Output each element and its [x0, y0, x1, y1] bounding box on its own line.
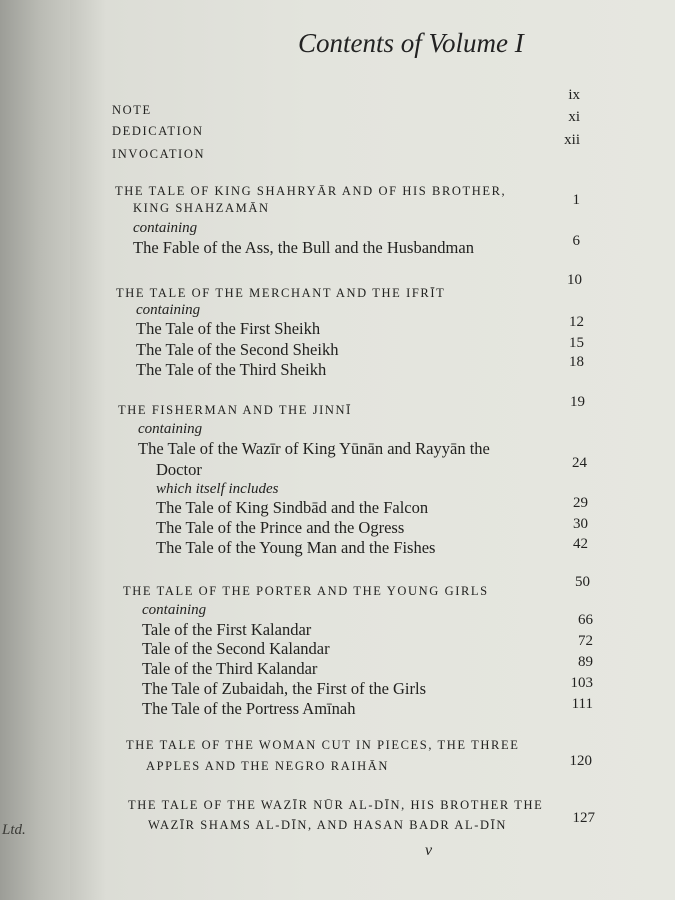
toc-subitem-label: The Tale of King Sindbād and the Falcon: [156, 498, 429, 517]
contents-page: [70, 0, 675, 900]
toc-section-page: 19: [570, 394, 585, 410]
toc-containing-label: containing: [138, 421, 203, 437]
left-page-edge: [0, 0, 70, 900]
toc-item-label: The Tale of the Third Sheikh: [136, 360, 327, 379]
toc-section-heading-cont: WAZĪR SHAMS AL-DĪN, AND HASAN BADR AL-DĪN: [148, 818, 508, 832]
toc-front-dedication-page: xi: [568, 109, 580, 125]
toc-item-label: The Tale of the Second Sheikh: [136, 340, 339, 359]
toc-subitem-label: The Tale of the Prince and the Ogress: [156, 518, 405, 537]
toc-item-page: 89: [578, 654, 593, 670]
toc-item-label: Tale of the Second Kalandar: [142, 639, 330, 658]
toc-item-label: Tale of the Third Kalandar: [142, 659, 318, 678]
toc-containing-label: containing: [133, 220, 198, 236]
toc-front-invocation-page: xii: [564, 132, 580, 148]
toc-section-page: 120: [569, 753, 592, 769]
toc-section-heading: THE TALE OF THE WOMAN CUT IN PIECES, THE THREE: [126, 738, 520, 752]
toc-containing-label: containing: [136, 302, 201, 318]
toc-section-heading: THE FISHERMAN AND THE JINNĪ: [118, 403, 352, 417]
toc-section-heading: THE TALE OF THE PORTER AND THE YOUNG GIRLS: [123, 584, 489, 598]
toc-front-dedication-label: DEDICATION: [112, 124, 204, 138]
toc-item-label: The Tale of the First Sheikh: [136, 319, 321, 338]
toc-section-heading: THE TALE OF KING SHAHRYĀR AND OF HIS BROTHER,: [115, 184, 507, 198]
toc-section-heading: THE TALE OF THE WAZĪR NŪR AL-DĪN, HIS BROTHER THE: [128, 798, 544, 812]
toc-item-page: 24: [572, 455, 587, 471]
toc-item-page: 72: [578, 633, 593, 649]
toc-item-label-cont: Doctor: [156, 460, 202, 479]
toc-item-page: 18: [569, 354, 584, 370]
toc-section-page: 50: [575, 574, 590, 590]
toc-item-page: 15: [569, 335, 584, 351]
toc-subitem-label: The Tale of the Young Man and the Fishes: [156, 538, 436, 557]
page-title: Contents of Volume I: [298, 28, 524, 58]
toc-section-page: 127: [572, 810, 595, 826]
toc-item-page: 6: [572, 233, 580, 249]
toc-item-label: The Tale of the Portress Amīnah: [142, 699, 356, 718]
toc-item-label: The Tale of the Wazīr of King Yūnān and Rayyān the: [138, 439, 490, 458]
page-number: v: [425, 842, 433, 859]
toc-subitem-page: 30: [573, 516, 588, 532]
toc-section-heading-cont: APPLES AND THE NEGRO RAIHĀN: [146, 759, 389, 773]
toc-subitem-page: 29: [573, 495, 588, 511]
toc-item-page: 103: [570, 675, 593, 691]
toc-item-page: 111: [571, 696, 593, 712]
toc-containing-label: containing: [142, 602, 207, 618]
toc-item-page: 66: [578, 612, 593, 628]
toc-section-page: 1: [572, 192, 580, 208]
toc-item-label: Tale of the First Kalandar: [142, 620, 312, 639]
toc-item-page: 12: [569, 314, 584, 330]
toc-front-note-label: NOTE: [112, 103, 152, 117]
toc-front-note-page: ix: [568, 87, 580, 103]
toc-front-invocation-label: INVOCATION: [112, 147, 206, 161]
toc-item-label: The Tale of Zubaidah, the First of the Girls: [142, 679, 427, 698]
toc-includes-label: which itself includes: [156, 481, 279, 497]
toc-section-heading: THE TALE OF THE MERCHANT AND THE IFRĪT: [116, 286, 446, 300]
toc-section-page: 10: [567, 272, 582, 288]
toc-section-heading-cont: KING SHAHZAMĀN: [133, 201, 270, 215]
toc-subitem-page: 42: [573, 536, 588, 552]
toc-item-label: The Fable of the Ass, the Bull and the Husbandman: [133, 238, 474, 257]
left-page-text-fragment: Ltd.: [2, 822, 26, 838]
